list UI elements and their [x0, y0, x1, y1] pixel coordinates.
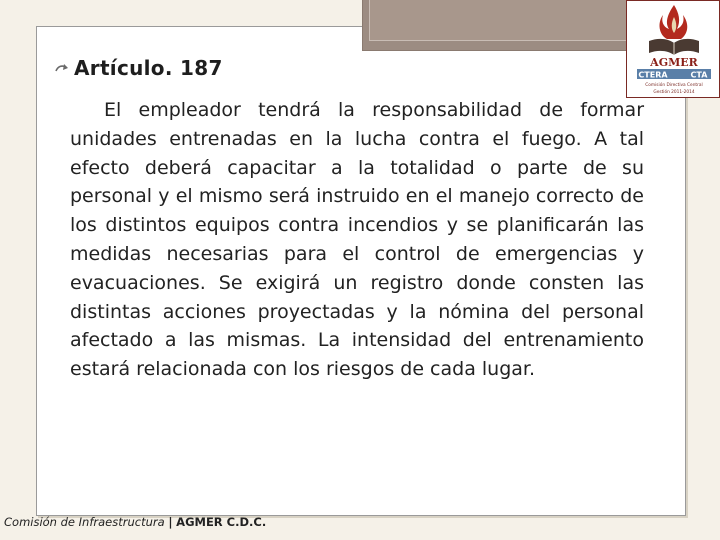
- footer-organization: AGMER C.D.C.: [176, 515, 267, 529]
- curved-arrow-bullet-icon: [54, 60, 70, 76]
- decorative-header-inner: [369, 0, 629, 41]
- footer-commission: Comisión de Infraestructura: [4, 515, 165, 529]
- logo-ctera: CTERA: [638, 70, 668, 80]
- footer-separator: |: [168, 515, 173, 529]
- logo-name: AGMER: [650, 56, 698, 69]
- article-title: Artículo. 187: [74, 56, 223, 80]
- article-heading: [54, 54, 223, 82]
- logo-gestion: Gestión 2011-2014: [653, 90, 695, 95]
- article-body: El empleador tendrá la responsabilidad de formar unidades entrenadas en la lucha contra el fuego. A tal efecto deberá capacitar a la totalidad o parte de su personal y el mismo será instruido en el manejo correcto de los distintos equipos contra incendios y se planificarán las medidas necesarias para el control de emergencias y evacuaciones. Se exigirá un registro donde consten las distintas acciones proyectadas y la nómina del personal afectado a las mismas. La intensidad del entrenamiento estará relacionada con los riesgos de cada lugar.: [70, 99, 644, 381]
- agmer-logo: [626, 0, 720, 98]
- footer: [4, 515, 266, 529]
- logo-cta: CTA: [690, 70, 708, 80]
- logo-comision: Comisión Directiva Central: [645, 83, 703, 88]
- agmer-logo-graphic: [627, 1, 720, 99]
